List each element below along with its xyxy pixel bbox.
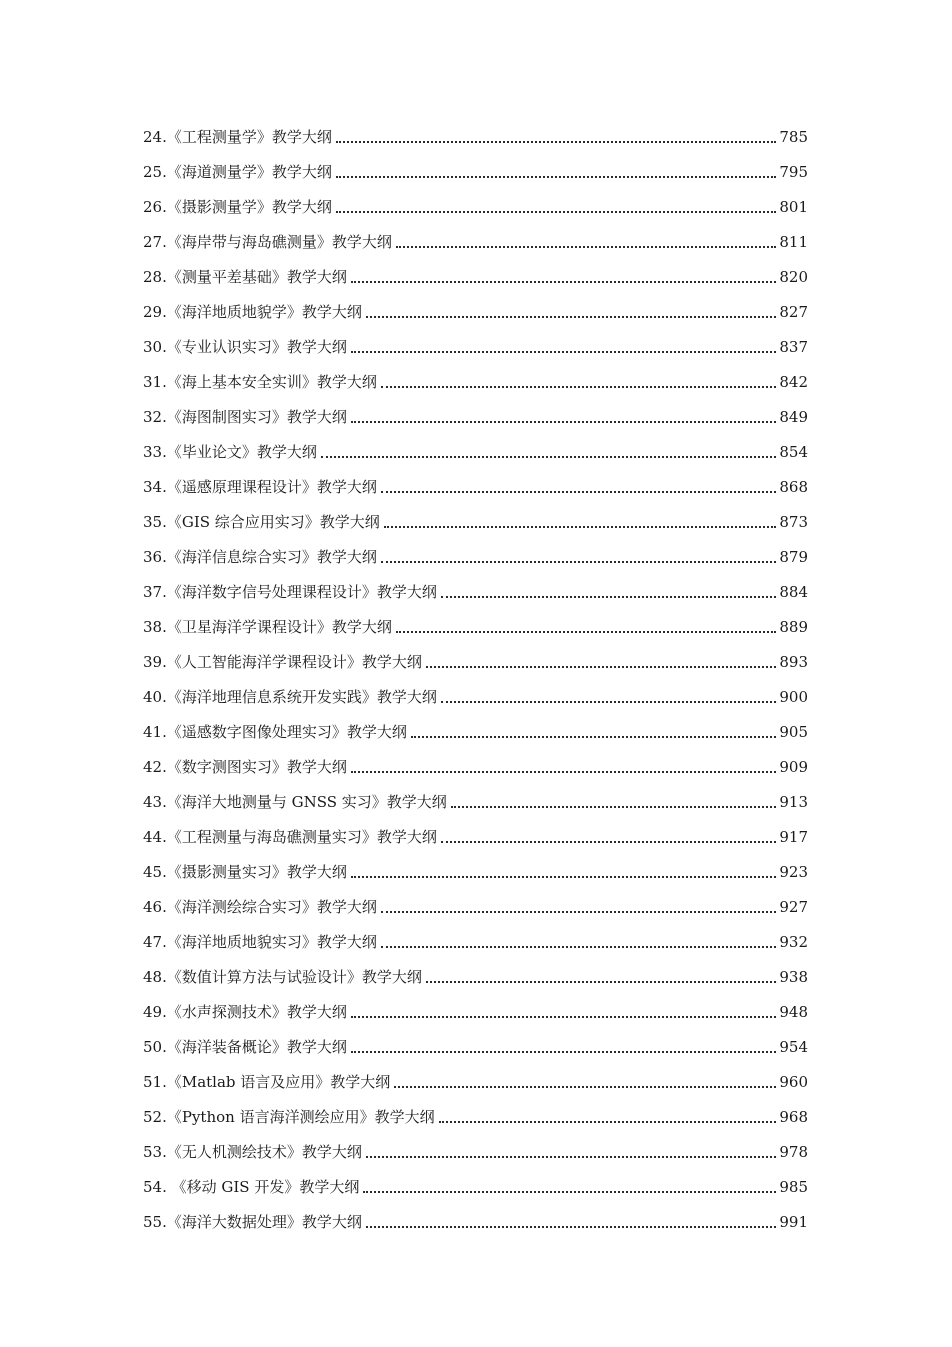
dot-leader xyxy=(351,771,777,773)
toc-entry[interactable] xyxy=(143,289,808,324)
toc-entry-title: 31.《海上基本安全实训》教学大纲 xyxy=(143,373,377,391)
dot-leader xyxy=(366,316,777,318)
dot-leader xyxy=(366,1226,777,1228)
toc-entry-title: 52.《Python 语言海洋测绘应用》教学大纲 xyxy=(143,1108,435,1126)
dot-leader xyxy=(439,1121,777,1123)
toc-entry-title: 46.《海洋测绘综合实习》教学大纲 xyxy=(143,898,377,916)
toc-entry-title: 45.《摄影测量实习》教学大纲 xyxy=(143,863,347,881)
toc-entry[interactable] xyxy=(143,674,808,709)
toc-entry-page: 811 xyxy=(779,233,808,251)
toc-entry-title: 28.《测量平差基础》教学大纲 xyxy=(143,268,347,286)
toc-entry[interactable] xyxy=(143,569,808,604)
toc-entry[interactable] xyxy=(143,849,808,884)
toc-entry-title: 47.《海洋地质地貌实习》教学大纲 xyxy=(143,933,377,951)
toc-entry-title: 48.《数值计算方法与试验设计》教学大纲 xyxy=(143,968,422,986)
toc-entry-title: 36.《海洋信息综合实习》教学大纲 xyxy=(143,548,377,566)
toc-entry-title: 43.《海洋大地测量与 GNSS 实习》教学大纲 xyxy=(143,793,447,811)
toc-entry-title: 34.《遥感原理课程设计》教学大纲 xyxy=(143,478,377,496)
toc-entry-page: 905 xyxy=(779,723,808,741)
toc-entry[interactable] xyxy=(143,1059,808,1094)
toc-entry-page: 948 xyxy=(779,1003,808,1021)
toc-entry-page: 879 xyxy=(779,548,808,566)
toc-entry-page: 820 xyxy=(779,268,808,286)
toc-entry[interactable] xyxy=(143,149,808,184)
dot-leader xyxy=(441,596,777,598)
toc-entry-page: 893 xyxy=(779,653,808,671)
toc-entry-title: 35.《GIS 综合应用实习》教学大纲 xyxy=(143,513,380,531)
toc-entry[interactable] xyxy=(143,1024,808,1059)
dot-leader xyxy=(381,491,777,493)
toc-entry-title: 25.《海道测量学》教学大纲 xyxy=(143,163,332,181)
dot-leader xyxy=(411,736,777,738)
dot-leader xyxy=(336,176,777,178)
toc-entry-title: 33.《毕业论文》教学大纲 xyxy=(143,443,317,461)
dot-leader xyxy=(351,1051,777,1053)
toc-entry-title: 42.《数字测图实习》教学大纲 xyxy=(143,758,347,776)
toc-entry-page: 900 xyxy=(779,688,808,706)
dot-leader xyxy=(351,351,777,353)
dot-leader xyxy=(321,456,777,458)
toc-entry-page: 917 xyxy=(779,828,808,846)
toc-entry-title: 50.《海洋装备概论》教学大纲 xyxy=(143,1038,347,1056)
toc-entry-page: 985 xyxy=(779,1178,808,1196)
toc-entry-page: 801 xyxy=(779,198,808,216)
toc-entry[interactable] xyxy=(143,464,808,499)
toc-entry-page: 837 xyxy=(779,338,808,356)
toc-entry-page: 842 xyxy=(779,373,808,391)
toc-entry-title: 51.《Matlab 语言及应用》教学大纲 xyxy=(143,1073,391,1091)
toc-entry-title: 49.《水声探测技术》教学大纲 xyxy=(143,1003,347,1021)
dot-leader xyxy=(384,526,777,528)
table-of-contents xyxy=(143,114,808,1234)
toc-entry[interactable] xyxy=(143,114,808,149)
toc-entry-page: 785 xyxy=(779,128,808,146)
dot-leader xyxy=(426,666,777,668)
dot-leader xyxy=(351,1016,777,1018)
toc-entry[interactable] xyxy=(143,254,808,289)
toc-entry-page: 927 xyxy=(779,898,808,916)
toc-entry[interactable] xyxy=(143,184,808,219)
toc-entry-page: 827 xyxy=(779,303,808,321)
toc-entry-title: 55.《海洋大数据处理》教学大纲 xyxy=(143,1213,362,1231)
toc-entry-title: 39.《人工智能海洋学课程设计》教学大纲 xyxy=(143,653,422,671)
toc-entry-page: 884 xyxy=(779,583,808,601)
dot-leader xyxy=(441,841,777,843)
toc-entry[interactable] xyxy=(143,359,808,394)
dot-leader xyxy=(351,876,777,878)
toc-entry[interactable] xyxy=(143,1164,808,1199)
toc-entry-page: 938 xyxy=(779,968,808,986)
toc-entry[interactable] xyxy=(143,1199,808,1234)
toc-entry-title: 41.《遥感数字图像处理实习》教学大纲 xyxy=(143,723,407,741)
toc-entry-page: 968 xyxy=(779,1108,808,1126)
toc-entry-page: 873 xyxy=(779,513,808,531)
toc-entry[interactable] xyxy=(143,324,808,359)
toc-entry-title: 37.《海洋数字信号处理课程设计》教学大纲 xyxy=(143,583,437,601)
toc-entry[interactable] xyxy=(143,779,808,814)
toc-entry[interactable] xyxy=(143,744,808,779)
dot-leader xyxy=(426,981,777,983)
toc-entry-page: 954 xyxy=(779,1038,808,1056)
dot-leader xyxy=(396,631,777,633)
dot-leader xyxy=(381,561,777,563)
toc-entry-page: 913 xyxy=(779,793,808,811)
toc-entry[interactable] xyxy=(143,989,808,1024)
toc-entry[interactable] xyxy=(143,429,808,464)
dot-leader xyxy=(381,386,777,388)
toc-entry-page: 978 xyxy=(779,1143,808,1161)
dot-leader xyxy=(381,946,777,948)
dot-leader xyxy=(363,1191,776,1193)
toc-entry[interactable] xyxy=(143,884,808,919)
dot-leader xyxy=(394,1086,776,1088)
toc-entry[interactable] xyxy=(143,499,808,534)
toc-entry-title: 29.《海洋地质地貌学》教学大纲 xyxy=(143,303,362,321)
toc-entry[interactable] xyxy=(143,534,808,569)
toc-entry-page: 795 xyxy=(779,163,808,181)
dot-leader xyxy=(366,1156,777,1158)
toc-entry[interactable] xyxy=(143,1129,808,1164)
dot-leader xyxy=(381,911,777,913)
toc-entry[interactable] xyxy=(143,954,808,989)
toc-entry-page: 960 xyxy=(779,1073,808,1091)
toc-entry[interactable] xyxy=(143,814,808,849)
toc-entry-page: 849 xyxy=(779,408,808,426)
toc-entry[interactable] xyxy=(143,394,808,429)
toc-entry-title: 40.《海洋地理信息系统开发实践》教学大纲 xyxy=(143,688,437,706)
toc-entry-page: 991 xyxy=(779,1213,808,1231)
toc-entry-title: 26.《摄影测量学》教学大纲 xyxy=(143,198,332,216)
toc-entry-page: 932 xyxy=(779,933,808,951)
dot-leader xyxy=(351,421,777,423)
toc-entry[interactable] xyxy=(143,1094,808,1129)
toc-entry-title: 38.《卫星海洋学课程设计》教学大纲 xyxy=(143,618,392,636)
toc-entry-page: 909 xyxy=(779,758,808,776)
dot-leader xyxy=(451,806,777,808)
toc-entry-page: 923 xyxy=(779,863,808,881)
toc-entry[interactable] xyxy=(143,709,808,744)
toc-entry-title: 30.《专业认识实习》教学大纲 xyxy=(143,338,347,356)
toc-entry-page: 854 xyxy=(779,443,808,461)
toc-entry[interactable] xyxy=(143,639,808,674)
toc-entry[interactable] xyxy=(143,219,808,254)
dot-leader xyxy=(351,281,777,283)
toc-entry-page: 889 xyxy=(779,618,808,636)
dot-leader xyxy=(396,246,777,248)
toc-entry[interactable] xyxy=(143,604,808,639)
dot-leader xyxy=(441,701,777,703)
toc-entry-title: 32.《海图制图实习》教学大纲 xyxy=(143,408,347,426)
toc-entry[interactable] xyxy=(143,919,808,954)
toc-entry-title: 44.《工程测量与海岛礁测量实习》教学大纲 xyxy=(143,828,437,846)
toc-entry-page: 868 xyxy=(779,478,808,496)
dot-leader xyxy=(336,141,777,143)
dot-leader xyxy=(336,211,777,213)
toc-entry-title: 24.《工程测量学》教学大纲 xyxy=(143,128,332,146)
toc-entry-title: 54. 《移动 GIS 开发》教学大纲 xyxy=(143,1178,360,1196)
toc-entry-title: 53.《无人机测绘技术》教学大纲 xyxy=(143,1143,362,1161)
toc-entry-title: 27.《海岸带与海岛礁测量》教学大纲 xyxy=(143,233,392,251)
